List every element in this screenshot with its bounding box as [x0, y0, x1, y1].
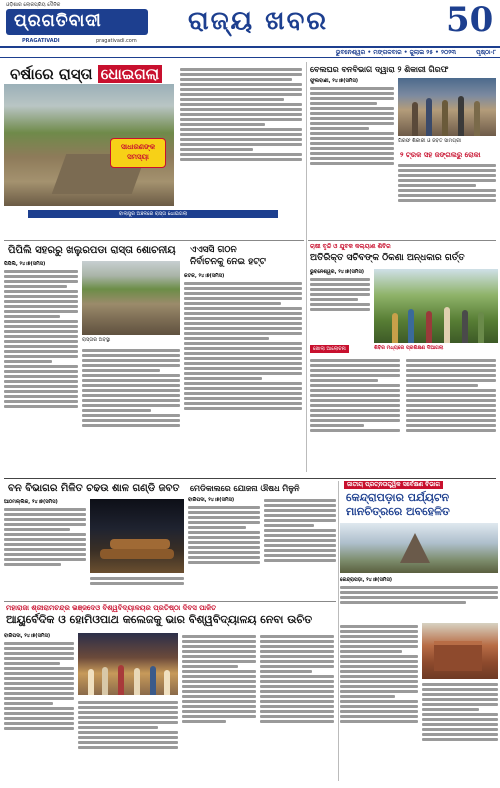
- body-medical-scheme: [188, 497, 260, 597]
- article-ayurvedic-secretary: [308, 243, 498, 475]
- caption-rain-road: ବାଲାସୁର ଅଞ୍ଚଳରେ ରାସ୍ତା ଧୋଇଗଲା: [28, 210, 278, 218]
- dateline-bar: [0, 46, 500, 58]
- kicker-university: ମହାରାଜା ଶ୍ରୀରାମଚନ୍ଦ୍ର ଭଞ୍ଜଦେଓ ବିଶ୍ୱବିଦ୍ୟାଳୟର ପ୍ରତିଷ୍ଠା ଦିବସ ପାଳିତ: [6, 603, 217, 612]
- body-kendrapara: [340, 577, 498, 621]
- body-osc-election: [184, 273, 302, 473]
- byline-ayurvedic-secretary: ଭୁବନେଶ୍ୱର, ୨୪।୭(ସମିସ): [310, 269, 365, 275]
- photo-kendrapara-temple: [340, 523, 498, 573]
- column-divider: [306, 62, 307, 472]
- body-ayurvedic-secretary-2: [310, 357, 400, 473]
- article-university: [4, 603, 336, 783]
- body-ayurvedic-secretary-3: [406, 357, 496, 473]
- issue-date: ଭୁବନେଶ୍ୱର • ମଙ୍ଗଳବାର • ଜୁଲାଇ ୨୫ • ୨୦୨୩: [335, 49, 456, 56]
- badge-text: ସାଧାରଣଙ୍କ ସମସ୍ୟା: [120, 143, 156, 161]
- byline-osc-election: କଟକ, ୨୪।୭(ସମିସ): [184, 273, 225, 279]
- headline-osc-election-1: ଏଏସସି ଗଠନ: [190, 245, 237, 255]
- caption-ayurvedic-b: ଶିବିର ମଧ୍ୟରେ ପ୍ରଶିକ୍ଷଣ ଦିଆଗଲା: [374, 345, 444, 351]
- body-university-4: [260, 633, 334, 781]
- masthead: [0, 0, 500, 60]
- caption-ayurvedic-a: ଖୋଲା ଆଲୋଚନା: [310, 345, 349, 353]
- body-kendrapara-2: [340, 623, 418, 777]
- body-forest-hunters-2: [398, 162, 496, 232]
- headline-kendrapara-1: କେନ୍ଦ୍ରାପଡ଼ାର ପର୍ଯ୍ୟଟନ: [346, 491, 450, 504]
- byline-forest-wood: ଆଠମଲ୍ଲିକ, ୨୪।୭(ସମିସ): [4, 499, 58, 505]
- body-forest-wood: [4, 499, 86, 597]
- page-number: ପୃଷ୍ଠା-୮: [476, 49, 496, 56]
- headline-kendrapara-2: ମାନଚିତ୍ରରେ ଅବହେଳିତ: [346, 505, 450, 518]
- headline-medical-scheme: ମେଡିକାଲରେ ଯୋଜନା ଔଷଧ ମିଳୁନି: [190, 483, 300, 493]
- body-pipili-road-2: [82, 347, 180, 473]
- body-university: [4, 633, 74, 781]
- anniversary-number: 50: [446, 0, 494, 40]
- article-kendrapara: [340, 481, 498, 781]
- headline-ayurvedic-secretary: ଅତିରିକ୍ତ ସଚିବଙ୍କ ଠିକଣା ଅନ୍ଧକାର ଗର୍ତ୍ତ: [310, 253, 465, 263]
- row-divider: [4, 601, 336, 602]
- article-osc-election: [184, 243, 304, 475]
- anniversary-emblem: [438, 2, 496, 46]
- badge-public-issue: [110, 138, 166, 168]
- logo-subtitle: PRAGATIVADI: [22, 38, 60, 44]
- headline-forest-wood: ବନ ବିଭାଗର ମିଳିତ ଚଢଉ ଶାଳ ଗଣ୍ଡି ଜବତ: [8, 483, 180, 494]
- subhead-forest-hunters: ୨ ଟ୍ରକ ସହ ଜଙ୍ଗଲରୁ ରୋକା: [400, 150, 481, 159]
- photo-university-event: [78, 633, 178, 695]
- photo-pipili-road: [82, 261, 180, 335]
- body-university-2: [78, 699, 178, 781]
- headline-university: ଆୟୁର୍ବେଦିକ ଓ ହୋମିଓପାଥ କଲେଜକୁ ଭାର ବିଶ୍ୱବିଦ୍ୟାଳୟ ନେବା ଉଚିତ: [6, 613, 313, 626]
- caption-forest-hunters: ଗିରଫ ଶିକାରୀ ଓ ଜବତ ସାମଗ୍ରୀ: [398, 138, 461, 144]
- newspaper-logo[interactable]: ପ୍ରଗତିବାଦୀ: [6, 9, 148, 35]
- article-rain-road: [4, 62, 304, 238]
- tagline: ଓଡ଼ିଶାର ଲୋକପ୍ରିୟ ଦୈନିକ: [6, 2, 61, 8]
- row-divider: [4, 240, 304, 241]
- body-medical-scheme-2: [264, 497, 336, 597]
- byline-medical-scheme: ବାରିପଦା, ୨୪।୭(ସମିସ): [188, 497, 235, 503]
- headline-part-1: ବର୍ଷାରେ ରାସ୍ତା: [10, 65, 98, 83]
- body-ayurvedic-secretary: [310, 269, 370, 343]
- headline-rain-road: [10, 65, 162, 83]
- row-divider: [4, 478, 496, 479]
- headline-part-2: ଧୋଇଗଲା: [98, 65, 162, 83]
- body-pipili-road: [4, 261, 78, 473]
- kicker-ayurvedic-secretary: ଚାଷୀ ବୃନ୍ଦି ଓ ଯୁବକ କଲ୍ୟାଣ ଶିବିର: [310, 243, 391, 250]
- headline-forest-hunters: ବେଲଘର ବନବିଭାଗ ଦ୍ୱାରା ୨ ଶିକାରୀ ଗିରଫ: [310, 64, 449, 74]
- website-link[interactable]: pragativadi.com: [96, 38, 137, 44]
- row-divider: [308, 240, 496, 241]
- photo-arrested-hunters: [398, 78, 496, 136]
- article-pipili-road: [4, 243, 180, 475]
- byline-forest-hunters: ଫୁଲବାଣୀ, ୨୪।୭(ସମିସ): [310, 78, 359, 84]
- byline-kendrapara: କେନ୍ଦ୍ରାପଡ଼ା, ୨୪।୭(ସମିସ): [340, 577, 393, 583]
- photo-seized-wood: [90, 499, 184, 573]
- section-title: ରାଜ୍ୟ ଖବର: [188, 6, 329, 36]
- byline-university: ବାରିପଦା, ୨୪।୭(ସମିସ): [4, 633, 51, 639]
- body-forest-hunters: [310, 78, 394, 228]
- byline-pipili-road: ପିପିଲି, ୨୪।୭(ସମିସ): [4, 261, 46, 267]
- body-kendrapara-3: [422, 681, 498, 777]
- article-medical-scheme: [188, 481, 336, 599]
- article-forest-wood: [4, 481, 184, 599]
- article-forest-hunters: [308, 62, 498, 238]
- photo-training-camp: [374, 269, 498, 343]
- headline-osc-election-2: ନିର୍ବାଚନକୁ ନେଇ ହଟ୍ଟ: [190, 257, 266, 267]
- photo-kendrapara-ruins: [422, 623, 498, 679]
- caption-pipili-road: ରାସ୍ତାର ଅବସ୍ଥା: [82, 337, 111, 343]
- body-forest-wood-2: [90, 575, 184, 597]
- headline-pipili-road: ପିପିଲି ସହରରୁ ଖଲୁରପଡା ରାସ୍ତା ଶୋଚନୀୟ: [8, 245, 176, 256]
- body-university-3: [182, 633, 256, 781]
- column-divider: [338, 481, 339, 781]
- kicker-kendrapara: ଜାତୀୟ ପ୍ରତ୍ନତାତ୍ତ୍ୱିକ ସର୍ବେକ୍ଷଣ ବିଭାଗ: [344, 481, 443, 489]
- body-rain-road: [180, 66, 302, 206]
